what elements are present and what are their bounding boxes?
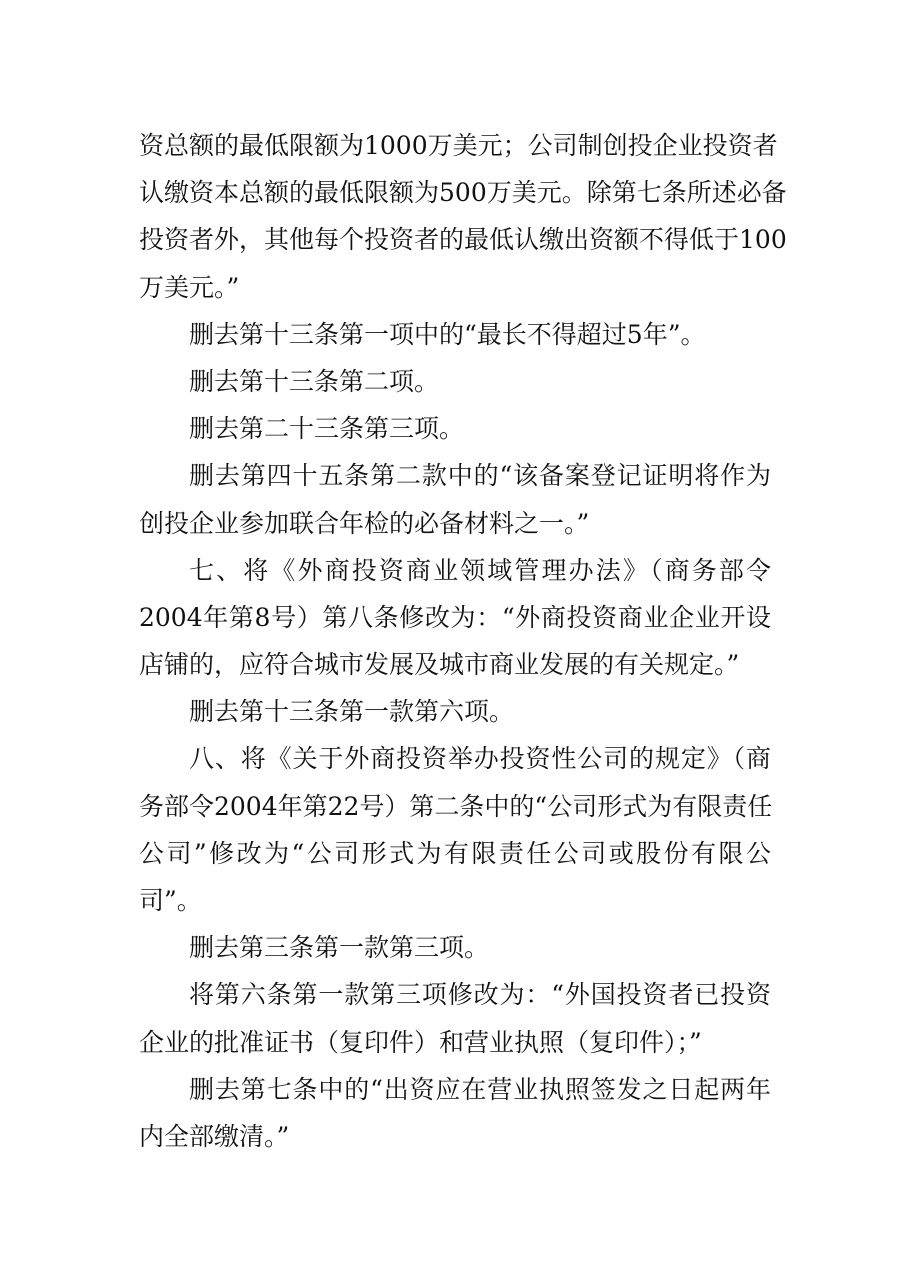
text-line: 删去第三条第一款第三项。 — [189, 933, 490, 963]
text-line: 删去第十三条第二项。 — [189, 366, 440, 396]
text-line: 公司”修改为“公司形式为有限责任公司或股份有限公 — [139, 838, 771, 868]
text-line: 认缴资本总额的最低限额为500万美元。除第七条所述必备 — [139, 178, 787, 208]
text-line: 将第六条第一款第三项修改为：“外国投资者已投资 — [189, 980, 771, 1010]
text-line: 删去第二十三条第三项。 — [189, 414, 465, 444]
text-line: 删去第十三条第一款第六项。 — [189, 697, 515, 727]
text-line: 资总额的最低限额为1000万美元；公司制创投企业投资者 — [139, 131, 778, 160]
text-line: 2004年第8号）第八条修改为：“外商投资商业企业开设 — [139, 602, 771, 632]
text-line: 投资者外，其他每个投资者的最低认缴出资额不得低于100 — [139, 225, 787, 255]
text-line: 店铺的，应符合城市发展及城市商业发展的有关规定。” — [139, 650, 740, 680]
text-line: 内全部缴清。” — [139, 1121, 290, 1151]
text-line: 删去第四十五条第二款中的“该备案登记证明将作为 — [189, 461, 771, 491]
text-line: 七、将《外商投资商业领域管理办法》（商务部令 — [189, 555, 771, 585]
text-line: 创投企业参加联合年检的必备材料之一。” — [139, 508, 590, 538]
text-line: 司”。 — [139, 886, 202, 915]
text-line: 万美元。” — [139, 272, 240, 302]
document-body — [139, 122, 787, 1160]
text-line: 删去第十三条第一项中的“最长不得超过5年”。 — [189, 319, 706, 349]
text-line: 务部令2004年第22号）第二条中的“公司形式为有限责任 — [139, 791, 773, 821]
text-line: 企业的批准证书（复印件）和营业执照（复印件）；” — [139, 1027, 702, 1057]
text-line: 八、将《关于外商投资举办投资性公司的规定》（商 — [189, 744, 771, 774]
text-line: 删去第七条中的“出资应在营业执照签发之日起两年 — [189, 1074, 771, 1104]
